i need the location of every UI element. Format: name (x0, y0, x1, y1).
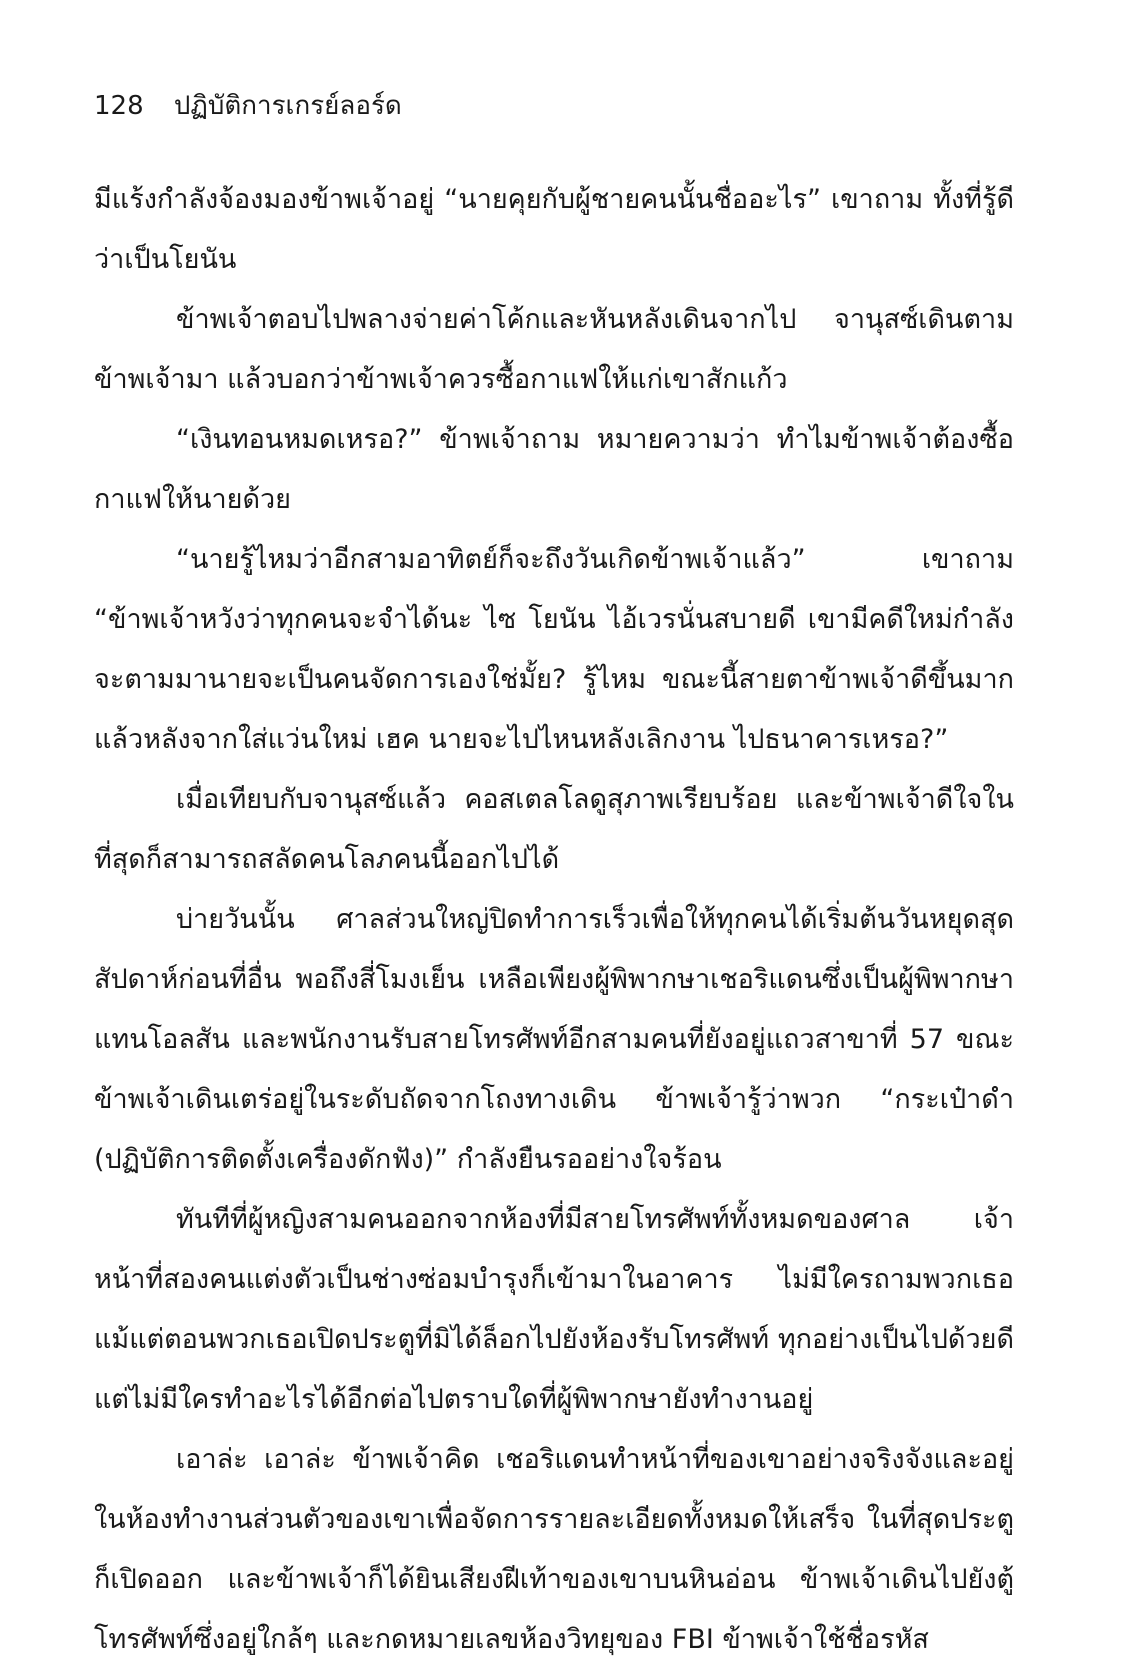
paragraph-3: “เงินทอนหมดเหรอ?” ข้าพเจ้าถาม หมายความว่า ทำไมข้าพเจ้าต้องซื้อกาแฟให้นายด้วย (94, 424, 1014, 515)
paragraph-8: เอาล่ะ เอาล่ะ ข้าพเจ้าคิด เชอริแดนทำหน้าที่ของเขาอย่างจริงจังและอยู่ในห้องทำงานส่วนตัวของเขาเพื่อจัดการรายละเอียดทั้งหมดให้เสร็จ ในที่สุดประตูก็เปิดออก และข้าพเจ้าก็ได้ยินเสียงฝีเท้าของเขาบนหินอ่อน ข้าพเจ้าเดินไปยังตู้โทรศัพท์ซึ่งอยู่ใกล้ๆ และกดหมายเลขห้องวิทยุของ FBI ข้าพเจ้าใช้ชื่อรหัส (94, 1444, 1014, 1655)
paragraph-7: ทันทีที่ผู้หญิงสามคนออกจากห้องที่มีสายโทรศัพท์ทั้งหมดของศาล เจ้าหน้าที่สองคนแต่งตัวเป็นช่างซ่อมบำรุงก็เข้ามาในอาคาร ไม่มีใครถามพวกเธอแม้แต่ตอนพวกเธอเปิดประตูที่มิได้ล็อกไปยังห้องรับโทรศัพท์ ทุกอย่างเป็นไปด้วยดีแต่ไม่มีใครทำอะไรได้อีกต่อไปตราบใดที่ผู้พิพากษายังทำงานอยู่ (94, 1204, 1014, 1415)
body-text (94, 170, 1014, 1670)
running-header (94, 88, 402, 124)
paragraph-5: เมื่อเทียบกับจานุสซ์แล้ว คอสเตลโลดูสุภาพเรียบร้อย และข้าพเจ้าดีใจในที่สุดก็สามารถสลัดคนโลภคนนี้ออกไปได้ (94, 784, 1014, 875)
paragraph-4: “นายรู้ไหมว่าอีกสามอาทิตย์ก็จะถึงวันเกิดข้าพเจ้าแล้ว” เขาถาม “ข้าพเจ้าหวังว่าทุกคนจะจำได้นะ ไซ โยนัน ไอ้เวรนั่นสบายดี เขามีคดีใหม่กำลังจะตามมานายจะเป็นคนจัดการเองใช่มั้ย? รู้ไหม ขณะนี้สายตาข้าพเจ้าดีขึ้นมากแล้วหลังจากใส่แว่นใหม่ เฮค นายจะไปไหนหลังเลิกงาน ไปธนาคารเหรอ?” (94, 544, 1014, 755)
paragraph-2: ข้าพเจ้าตอบไปพลางจ่ายค่าโค้กและหันหลังเดินจากไป จานุสซ์เดินตามข้าพเจ้ามา แล้วบอกว่าข้าพเจ้าควรซื้อกาแฟให้แก่เขาสักแก้ว (94, 304, 1014, 395)
page-number: 128 (94, 91, 144, 121)
paragraph-6: บ่ายวันนั้น ศาลส่วนใหญ่ปิดทำการเร็วเพื่อให้ทุกคนได้เริ่มต้นวันหยุดสุดสัปดาห์ก่อนที่อื่น พอถึงสี่โมงเย็น เหลือเพียงผู้พิพากษาเชอริแดนซึ่งเป็นผู้พิพากษาแทนโอลสัน และพนักงานรับสายโทรศัพท์อีกสามคนที่ยังอยู่แถวสาขาที่ 57 ขณะข้าพเจ้าเดินเตร่อยู่ในระดับถัดจากโถงทางเดิน ข้าพเจ้ารู้ว่าพวก “กระเป๋าดำ (ปฏิบัติการติดตั้งเครื่องดักฟัง)” กำลังยืนรออย่างใจร้อน (94, 904, 1014, 1175)
paragraph-1: มีแร้งกำลังจ้องมองข้าพเจ้าอยู่ “นายคุยกับผู้ชายคนนั้นชื่ออะไร” เขาถาม ทั้งที่รู้ดีว่าเป็นโยนัน (94, 184, 1014, 275)
book-title: ปฏิบัติการเกรย์ลอร์ด (173, 91, 402, 121)
